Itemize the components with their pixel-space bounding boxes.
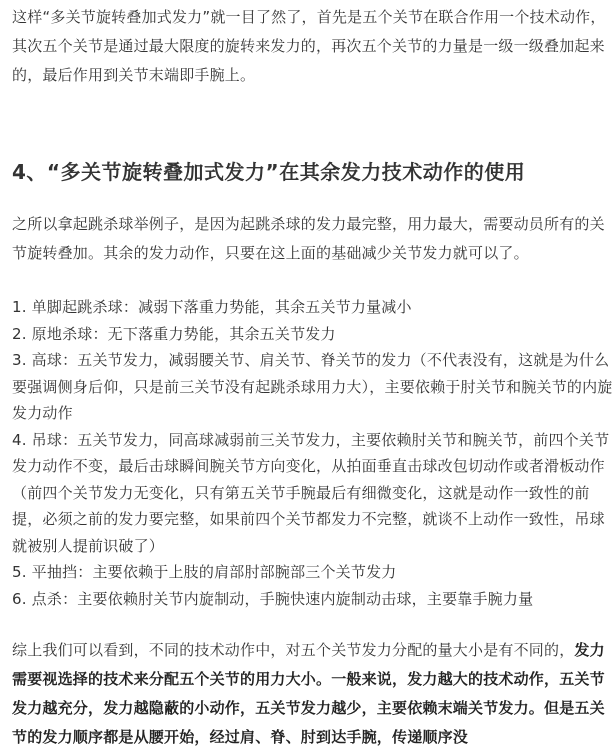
list-item: 1. 单脚起跳杀球：减弱下落重力势能，其余五关节力量减小 — [12, 298, 412, 316]
summary-paragraph — [12, 636, 614, 752]
intro-paragraph: 这样“多关节旋转叠加式发力”就一目了然了，首先是五个关节在联合作用一个技术动作，其次五个关节是通过最大限度的旋转来发力的，再次五个关节的力量是一级一级叠加起来的，最后作用到关节末端即手腕上。 — [12, 8, 606, 84]
list-item: 4. 吊球：五关节发力，同高球减弱前三关节发力，主要依赖肘关节和腕关节，前四个关节发力动作不变，最后击球瞬间腕关节方向变化，从拍面垂直击球改包切动作或者滑板动作（前四个关节发力无变化，只有第五关节手腕最后有细微变化，这就是动作一致性的前提，必须之前的发力要完整，如果前四个关节都发力不完整，就谈不上动作一致性，吊球就被别人提前识破了） — [12, 430, 610, 555]
summary-normal-text: 综上我们可以看到，不同的技术动作中，对五个关节发力分配的量大小是有不同的， — [12, 641, 575, 659]
technique-list — [12, 294, 614, 612]
section-heading: 4、“多关节旋转叠加式发力”在其余发力技术动作的使用 — [12, 160, 526, 184]
list-item: 2. 原地杀球：无下落重力势能，其余五关节发力 — [12, 324, 336, 343]
summary-bold-text: 发力需要视选择的技术来分配五个关节的用力大小。一般来说，发力越大的技术动作，五关节发力越充分，发力越隐蔽的小动作，五关节发力越少，主要依赖末端关节发力。但是五关节的发力顺序都是从腰开始，经过肩、脊、肘到达手腕，传递顺序没 — [12, 641, 605, 746]
section-paragraph: 之所以拿起跳杀球举例子，是因为起跳杀球的发力最完整，用力最大，需要动员所有的关节旋转叠加。其余的发力动作，只要在这上面的基础减少关节发力就可以了。 — [12, 215, 605, 262]
list-item: 5. 平抽挡：主要依赖于上肢的肩部肘部腕部三个关节发力 — [12, 563, 397, 581]
list-item: 3. 高球：五关节发力，减弱腰关节、肩关节、脊关节的发力（不代表没有，这就是为什么要强调侧身后仰，只是前三关节没有起跳杀球用力大），主要依赖于肘关节和腕关节的内旋发力动作 — [12, 351, 613, 422]
list-item: 6. 点杀：主要依赖肘关节内旋制动，手腕快速内旋制动击球，主要靠手腕力量 — [12, 589, 534, 608]
